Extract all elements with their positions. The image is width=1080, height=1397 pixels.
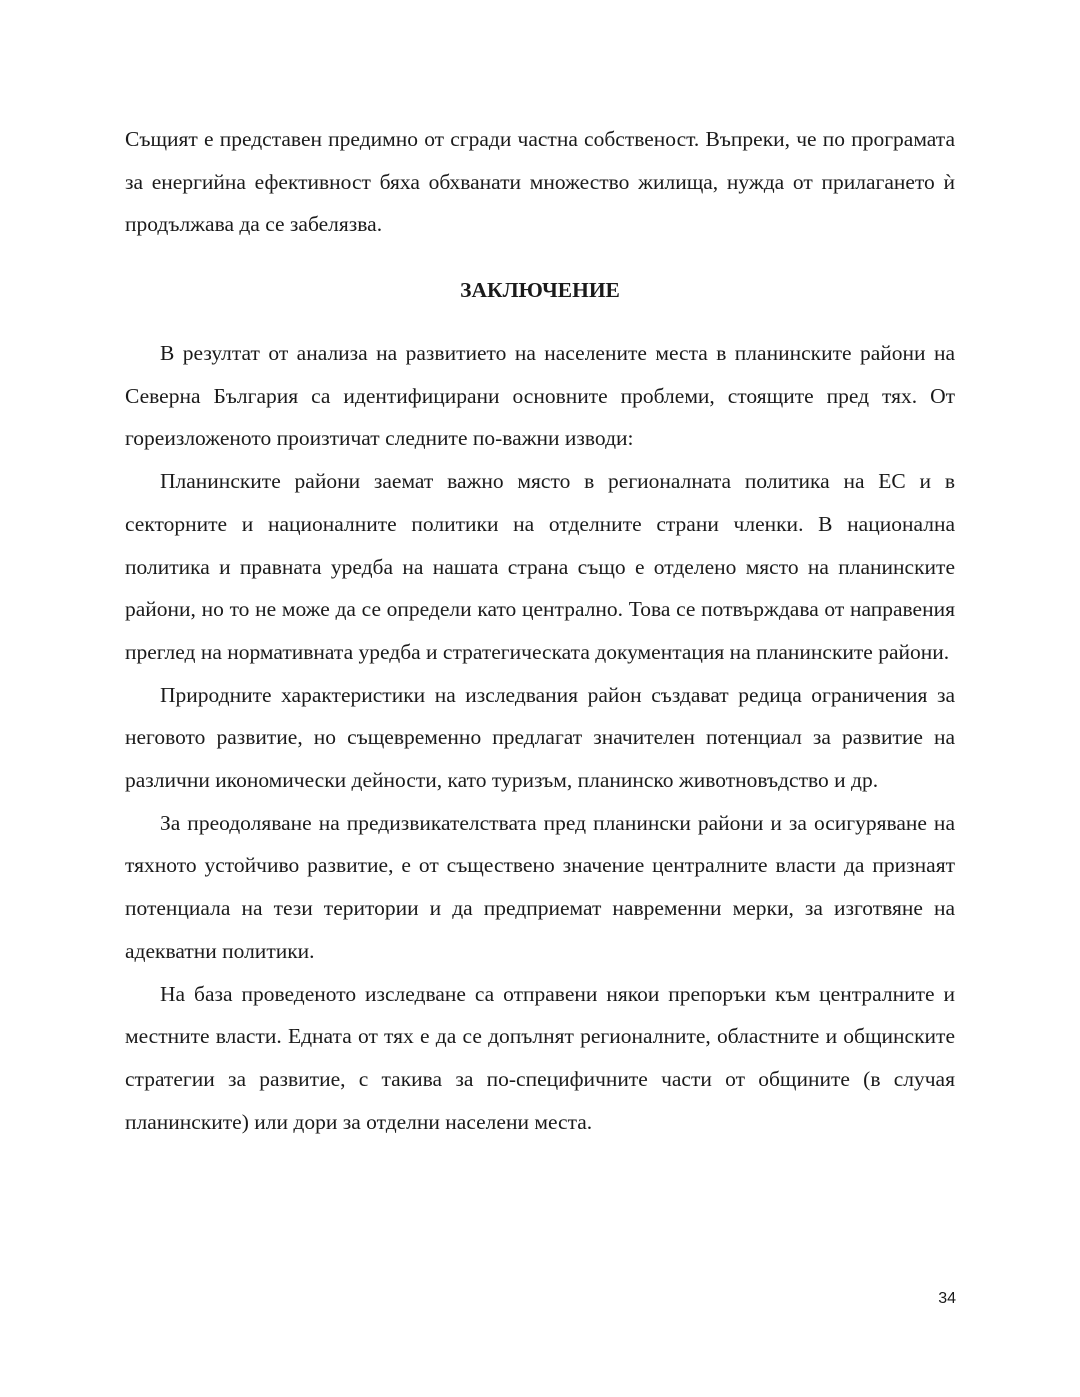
conclusion-paragraph-4: За преодоляване на предизвикателствата пред планински райони и за осигуряване на тяхното устойчиво развитие, е от съществено значение централните власти да признаят потенциала на тези територии и да предприемат навременни мерки, за изготвяне на адекватни политики. — [125, 810, 955, 963]
conclusion-text-block — [125, 332, 955, 1143]
conclusion-paragraph-1: В резултат от анализа на развитието на населените места в планинските райони на Северна България са идентифицирани основните проблеми, стоящите пред тях. От гореизложеното произтичат следните по-важни изводи: — [125, 341, 955, 451]
conclusion-paragraph-2: Планинските райони заемат важно място в регионалната политика на ЕС и в секторните и националните политики на отделните страни членки. В национална политика и правната уредба на нашата страна също е отделено място на планинските райони, но то не може да се определи като централно. Това се потвърждава от направения преглед на нормативната уредба и стратегическата документация на планинските райони. — [125, 469, 955, 664]
intro-paragraph: Същият е представен предимно от сгради частна собственост. Въпреки, че по програмата за енергийна ефективност бяха обхванати множество жилища, нужда от прилагането ѝ продължава да се забелязва. — [125, 127, 955, 237]
page-number: 34 — [938, 1290, 956, 1307]
section-heading: ЗАКЛЮЧЕНИЕ — [460, 278, 620, 302]
conclusion-paragraph-3: Природните характеристики на изследвания район създават редица ограничения за неговото развитие, но същевременно предлагат значителен потенциал за развитие на различни икономически дейности, като туризъм, планинско животновъдство и др. — [125, 682, 955, 793]
conclusion-paragraph-5: На база проведеното изследване са отправени някои препоръки към централните и местните власти. Едната от тях е да се допълнят регионалните, областните и общинските стратегии за развитие, с такива за по-специфичните части от общините (в случая планинските) или дори за отделни населени места. — [125, 981, 955, 1134]
intro-text-block — [125, 118, 955, 246]
